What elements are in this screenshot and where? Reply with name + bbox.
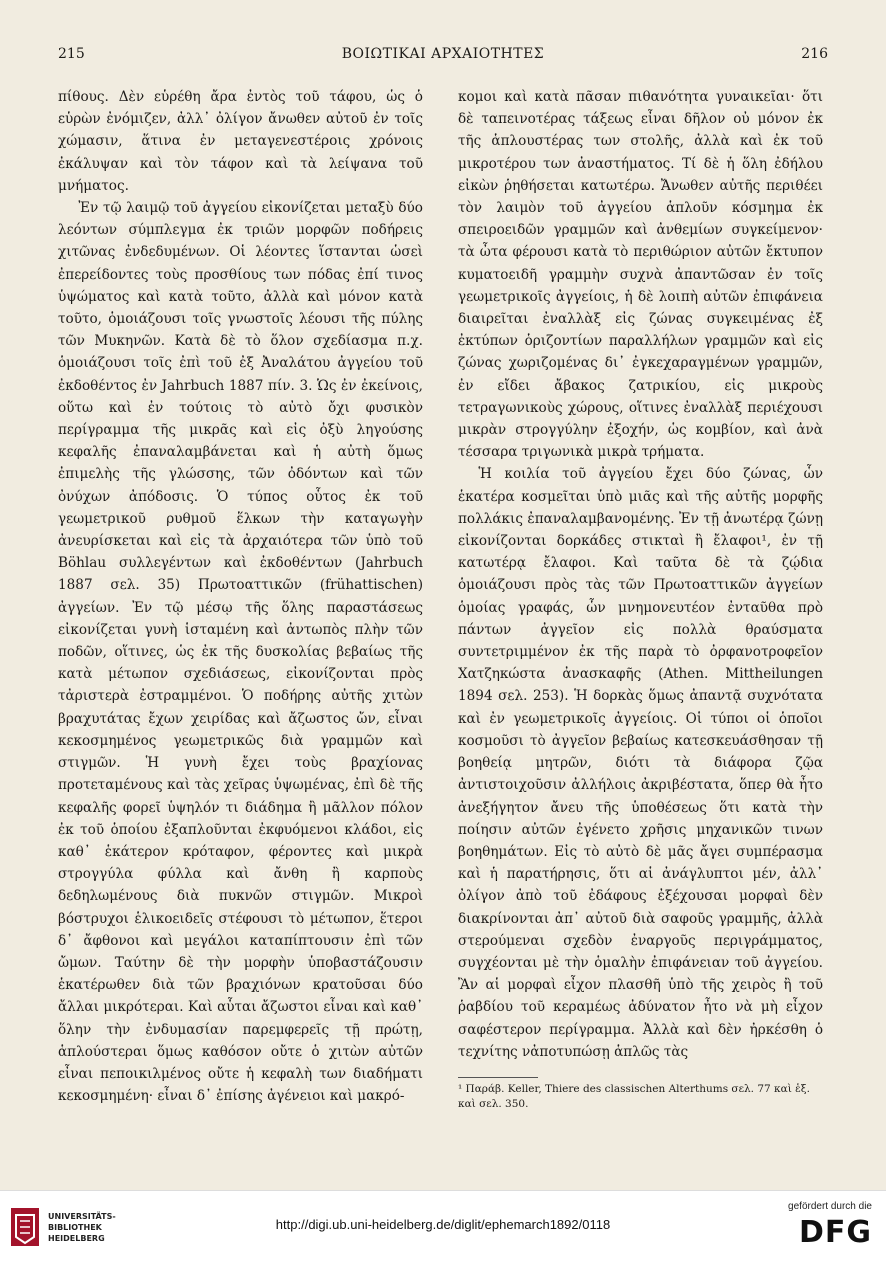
library-name-line-2: BIBLIOTHEK (48, 1223, 102, 1232)
viewer-footer (0, 1190, 886, 1263)
library-name-line-3: HEIDELBERG (48, 1234, 105, 1243)
left-paragraph-1: πίθους. Δὲν εὑρέθη ἄρα ἐντὸς τοῦ τάφου, ὡς ὁ εὑρὼν ἐνόμιζεν, ἀλλ᾽ ὀλίγον ἄνωθεν αὐτοῦ ἐν τοῖς χώμασιν, ἅτινα ἐν μεταγενεστέροις χρόνοις ἐκάλυψαν καὶ τὸν τάφον καὶ τὰ λείψανα τοῦ μνήματος. (58, 89, 423, 194)
page-number-right: 216 (801, 46, 828, 62)
running-header (58, 46, 828, 68)
dfg-logo[interactable] (772, 1201, 872, 1253)
right-column (458, 86, 823, 1063)
right-paragraph-1: κομοι καὶ κατὰ πᾶσαν πιθανότητα γυναικεῖαι· ὅτι δὲ ταπεινοτέρας τάξεως εἶναι δῆλον οὐ μόνον ἐκ τῆς ἁπλουστέρας των στολῆς, ἀλλὰ καὶ ἐκ τοῦ μικροτέρου των ἀναστήματος. Τί δὲ ἡ ὅλη ἐδήλου εἰκὼν ῥηθήσεται κατωτέρω. Ἄνωθεν αὐτῆς περιθέει τὸν λαιμὸν τοῦ ἀγγείου ἁπλοῦν κόσμημα ἐκ σπειροειδῶν γραμμῶν καὶ ἀνθεμίων συγκείμενον· τὰ ὦτα φέρουσι κατὰ τὸ περιθώριον αὐτῶν ἔκτυπον κυματοειδῆ γραμμὴν συχνὰ ἀπαντῶσαν ἐν τοῖς γεωμετρικοῖς ἀγγείοις, ἡ δὲ λοιπὴ αὐτῶν ἐπιφάνεια διαιρεῖται ἐναλλὰξ εἰς ζώνας συγκειμένας ἐξ ἐκτύπων ὁριζοντίων παραλλήλων γραμμῶν καὶ εἰς ζώνας χωριζομένας δι᾽ ἐγκεχαραγμένων γραμμῶν, ἐν εἴδει ἄβακος ζατρικίου, εἰς μικροὺς τετραγωνικοὺς χώρους, οἵτινες ἐναλλὰξ περιέχουσι μικρὰν στρογγύλην ἐξοχήν, ὡς κομβίον, καὶ ἀνὰ τέσσαρα τριγωνικὰ μικρὰ τρήματα. (458, 89, 823, 461)
footnote-divider (458, 1077, 538, 1078)
left-column (58, 86, 423, 1107)
running-title: ΒΟΙΩΤΙΚΑΙ ΑΡΧΑΙΟΤΗΤΕΣ (341, 46, 545, 62)
page-number-left: 215 (58, 46, 85, 62)
dfg-wordmark: DFG (798, 1215, 872, 1250)
right-paragraph-2: Ἡ κοιλία τοῦ ἀγγείου ἔχει δύο ζώνας, ὧν ἑκατέρα κοσμεῖται ὑπὸ μιᾶς καὶ τῆς αὐτῆς μορφῆς πολλάκις ἐπαναλαμβανομένης. Ἐν τῇ ἀνωτέρᾳ ζώνῃ εἰκονίζονται δορκάδες στικταὶ ἢ ἔλαφοι¹, ἐν τῇ κατωτέρᾳ ἔλαφοι. Καὶ ταῦτα δὲ τὰ ζῴδια ὁμοιάζουσι πρὸς τὰς τῶν Πρωτοαττικῶν ἀγγείων ὁμοίας γραφάς, ὧν μνημονευτέον ἐνταῦθα πρὸ πάντων ἀγγεῖον εἰς πολλὰ θραύσματα συντετριμμένον ἐκ τῆς παρὰ τὸ ὀρφανοτροφεῖον Χατζηκώστα ἀνασκαφῆς (Athen. Mittheilungen 1894 σελ. 253). Ἡ δορκὰς ὅμως ἀπαντᾷ συχνότατα καὶ ἐν γεωμετρικοῖς ἀγγείοις. Οἱ τύποι οἱ ὁποῖοι κοσμοῦσι τὸ ἀγγεῖον βεβαίως κατεσκευάσθησαν τῇ βοηθείᾳ μητρῶν, διότι τὰ διάφορα ζῷα ἀντιστοιχοῦσιν ἀλλήλοις ἀκριβέστατα, ὅπερ θὰ ἦτο ἀνεξήγητον ἄνευ τῆς ὑποθέσεως ὅτι κατὰ τὴν ποίησιν αὐτῶν ἐγένετο χρῆσις μηχανικῶν τινων βοηθημάτων. Εἰς τὸ αὐτὸ δὲ μᾶς ἄγει συμπέρασμα καὶ ἡ παρατήρησις, ὅτι αἱ ἀνάγλυπτοι μέν, ἀλλ᾽ ὀλίγον ἀπὸ τοῦ ἐδάφους ἐξέχουσαι μορφαὶ δὲν διακρίνονται ἀπ᾽ αὐτοῦ διὰ σαφοῦς γραμμῆς, ἀλλὰ στερούμεναι σχεδὸν ἐναργοῦς περιγράμματος, συγχέονται μὲ τὴν ὁμαλὴν ἐπιφάνειαν τοῦ ἀγγείου. Ἂν αἱ μορφαὶ εἶχον πλασθῆ ὑπὸ τῆς χειρὸς ἢ τοῦ ῥαβδίου τοῦ κεραμέως ἀδύνατον ἦτο νὰ μὴ εἶχον σαφέστερον περίγραμμα. Ἀλλὰ καὶ δὲν ἠρκέσθη ὁ τεχνίτης νἀποτυπώσῃ ἁπλῶς τὰς (458, 466, 823, 1060)
dfg-funded-by: gefördert durch die (788, 1201, 872, 1212)
library-name-line-1: UNIVERSITÄTS- (48, 1212, 116, 1221)
permalink-url[interactable]: http://digi.ub.uni-heidelberg.de/diglit/ephemarch1892/0118 (275, 1217, 611, 1232)
left-paragraph-2: Ἐν τῷ λαιμῷ τοῦ ἀγγείου εἰκονίζεται μεταξὺ δύο λεόντων σύμπλεγμα ἐκ τριῶν μορφῶν ποδήρεις χιτῶνας ἐνδεδυμένων. Οἱ λέοντες ἵστανται ὡσεὶ ἐπερείδοντες τοὺς προσθίους των πόδας ἐπί τινος ὑψώματος καὶ κατὰ τοῦτο, ἀλλὰ καὶ μόνον κατὰ τοῦτο, ὁμοιάζουσι τοῖς γνωστοῖς λέουσι τῆς πύλης τῶν Μυκηνῶν. Κατὰ δὲ τὸ ὅλον σχεδίασμα π.χ. ὁμοιάζουσι τοῖς ἐπὶ τοῦ ἐξ Ἀναλάτου ἀγγείου τοῦ ἐκδοθέντος ἐν Jahrbuch 1887 πίν. 3. Ὡς ἐν ἐκείνοις, οὕτω καὶ ἐν τούτοις τὸ αὐτὸ ὄχι φυσικὸν περίγραμμα τῆς μικρᾶς καὶ εἰς ὀξὺ ληγούσης κεφαλῆς ἐπαναλαμβάνεται καὶ ἡ αὐτὴ ὅμως ἐπιμελὴς τῆς γλώσσης, τῶν ὀδόντων καὶ τῶν ὀνύχων ἀπόδοσις. Ὁ τύπος οὗτος ἐκ τοῦ γεωμετρικοῦ ρυθμοῦ ἕλκων τὴν καταγωγὴν ἀνευρίσκεται καὶ εἰς τὰ ἀρχαιότερα τῶν ὑπὸ τοῦ Böhlau συλλεγέντων καὶ ἐκδοθέντων (Jahrbuch 1887 σελ. 35) Πρωτοαττικῶν (frühattischen) ἀγγείων. Ἐν τῷ μέσῳ τῆς ὅλης παραστάσεως εἰκονίζεται γυνὴ ἱσταμένη καὶ ἀντωπὸς πλὴν τῶν ποδῶν, οἵτινες, ὡς ἐκ τῆς δυσκολίας βεβαίως τῆς κατὰ μέτωπον σχεδιάσεως, εἰκονίζονται πρὸς τἀριστερὰ ἐστραμμένοι. Ὁ ποδήρης αὐτῆς χιτὼν βραχυτάτας ἔχων χειρίδας καὶ ἄζωστος ὤν, εἶναι κεκοσμημένος γεωμετρικῶς διὰ γραμμῶν καὶ στιγμῶν. Ἡ γυνὴ ἔχει τοὺς βραχίονας προτεταμένους καὶ τὰς χεῖρας ὑψωμένας, ἐπὶ δὲ τῆς κεφαλῆς φορεῖ ὑψηλόν τι διάδημα ἢ μᾶλλον πόλον ἐκ τοῦ ὁποίου ἐξαπλοῦνται ἐκφυόμενοι κλάδοι, εἰς καθ᾽ ἑκάτερον κρόταφον, φέροντες καὶ μικρὰ στρογγύλα φύλλα καὶ ἄνθη ἢ καρποὺς δεδηλωμένους διὰ πυκνῶν στιγμῶν. Μικροὶ βόστρυχοι ἑλικοειδεῖς στέφουσι τὸ μέτωπον, ἕτεροι δ᾽ ἄφθονοι καὶ μεγάλοι καταπίπτουσιν ἐπὶ τῶν ὤμων. Ταύτην δὲ τὴν μορφὴν ὑποβαστάζουσιν ἑκατέρωθεν διὰ τῶν βραχιόνων κρατοῦσαι δύο ἄλλαι μικρότεραι. Καὶ αὗται ἄζωστοι εἶναι καὶ καθ᾽ ὅλην τὴν ἐνδυμασίαν παρεμφερεῖς τῇ πρώτῃ, ἁπλούστεραι ὅμως καθόσον οὔτε ὁ χιτὼν αὐτῶν εἶναι πεποικιλμένος οὔτε ἡ κεφαλὴ των διαδήματι κεκοσμημένη· εἶναι δ᾽ ἐπίσης ἀγένειοι καὶ μακρό- (58, 200, 423, 1105)
footnote: ¹ Παράβ. Keller, Thiere des classischen Alterthums σελ. 77 καὶ ἑξ. καὶ σελ. 350. (458, 1083, 810, 1110)
